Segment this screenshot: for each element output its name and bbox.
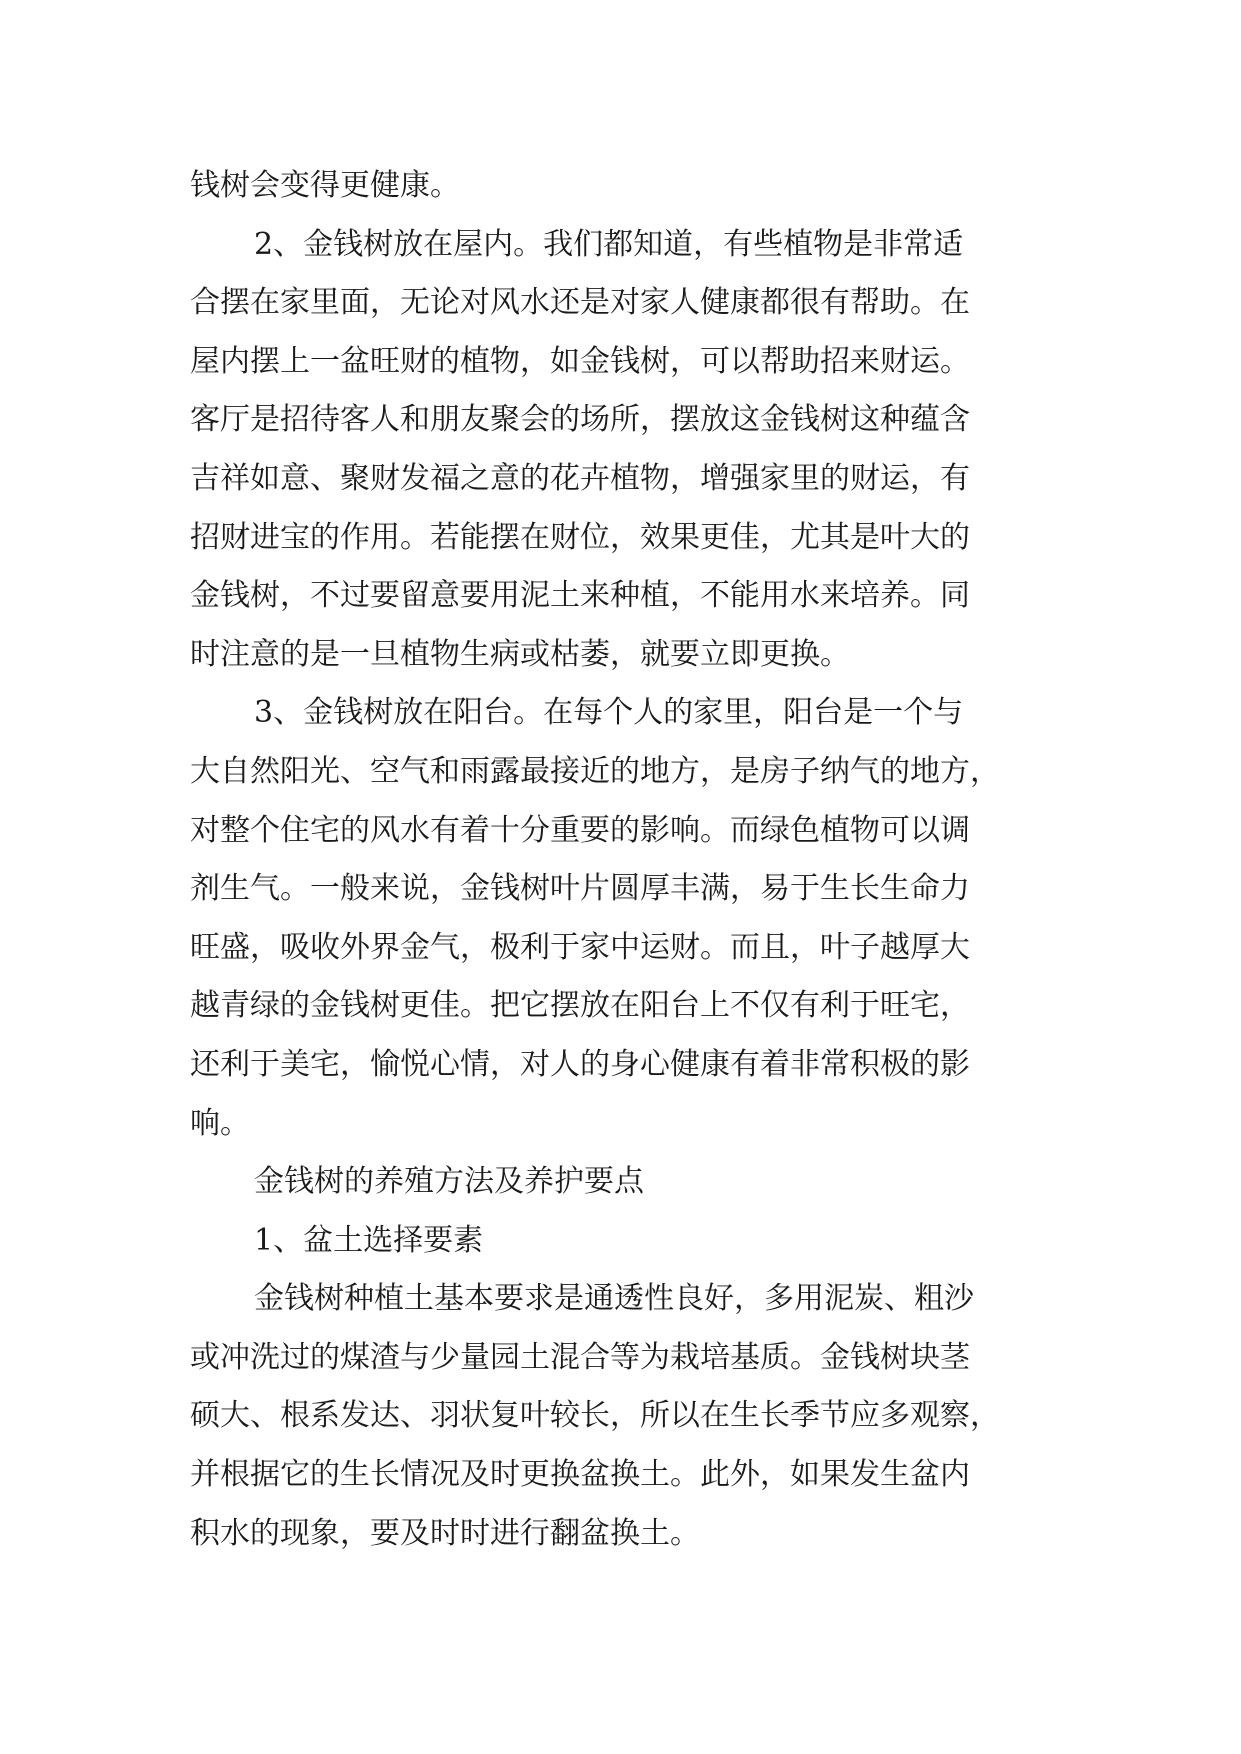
text-line: 对整个住宅的风水有着十分重要的影响。而绿色植物可以调	[190, 812, 970, 848]
text-line: 合摆在家里面，无论对风水还是对家人健康都很有帮助。在	[190, 285, 970, 321]
text-line: 或冲洗过的煤渣与少量园土混合等为栽培基质。金钱树块茎	[190, 1339, 970, 1375]
text-line: 大自然阳光、空气和雨露最接近的地方，是房子纳气的地方，	[190, 753, 1000, 789]
paragraph-start-line: 3、金钱树放在阳台。在每个人的家里，阳台是一个与	[254, 695, 964, 731]
text-line: 并根据它的生长情况及时更换盆换土。此外，如果发生盆内	[190, 1457, 970, 1493]
text-line: 旺盛，吸收外界金气，极利于家中运财。而且，叶子越厚大	[190, 929, 970, 965]
subsection-heading: 1、盆土选择要素	[254, 1222, 484, 1258]
text-line: 屋内摆上一盆旺财的植物，如金钱树，可以帮助招来财运。	[190, 343, 970, 379]
paragraph-start-line: 金钱树种植土基本要求是通透性良好，多用泥炭、粗沙	[254, 1281, 974, 1317]
text-line: 硕大、根系发达、羽状复叶较长，所以在生长季节应多观察，	[190, 1398, 1000, 1434]
text-line: 越青绿的金钱树更佳。把它摆放在阳台上不仅有利于旺宅，	[190, 988, 970, 1024]
text-line: 招财进宝的作用。若能摆在财位，效果更佳，尤其是叶大的	[190, 519, 970, 555]
text-line: 还利于美宅，愉悦心情，对人的身心健康有着非常积极的影	[190, 1046, 970, 1082]
text-line: 客厅是招待客人和朋友聚会的场所，摆放这金钱树这种蕴含	[190, 402, 970, 438]
text-line: 剂生气。一般来说，金钱树叶片圆厚丰满，易于生长生命力	[190, 871, 970, 907]
text-line: 时注意的是一旦植物生病或枯萎，就要立即更换。	[190, 636, 850, 672]
text-line: 积水的现象，要及时时进行翻盆换土。	[190, 1515, 700, 1551]
document-body	[190, 157, 1060, 1563]
text-line: 响。	[190, 1105, 250, 1141]
text-line: 金钱树，不过要留意要用泥土来种植，不能用水来培养。同	[190, 578, 970, 614]
text-line: 钱树会变得更健康。	[190, 168, 460, 203]
paragraph-start-line: 2、金钱树放在屋内。我们都知道，有些植物是非常适	[254, 226, 964, 262]
section-heading: 金钱树的养殖方法及养护要点	[254, 1164, 644, 1200]
text-line: 吉祥如意、聚财发福之意的花卉植物，增强家里的财运，有	[190, 460, 970, 496]
